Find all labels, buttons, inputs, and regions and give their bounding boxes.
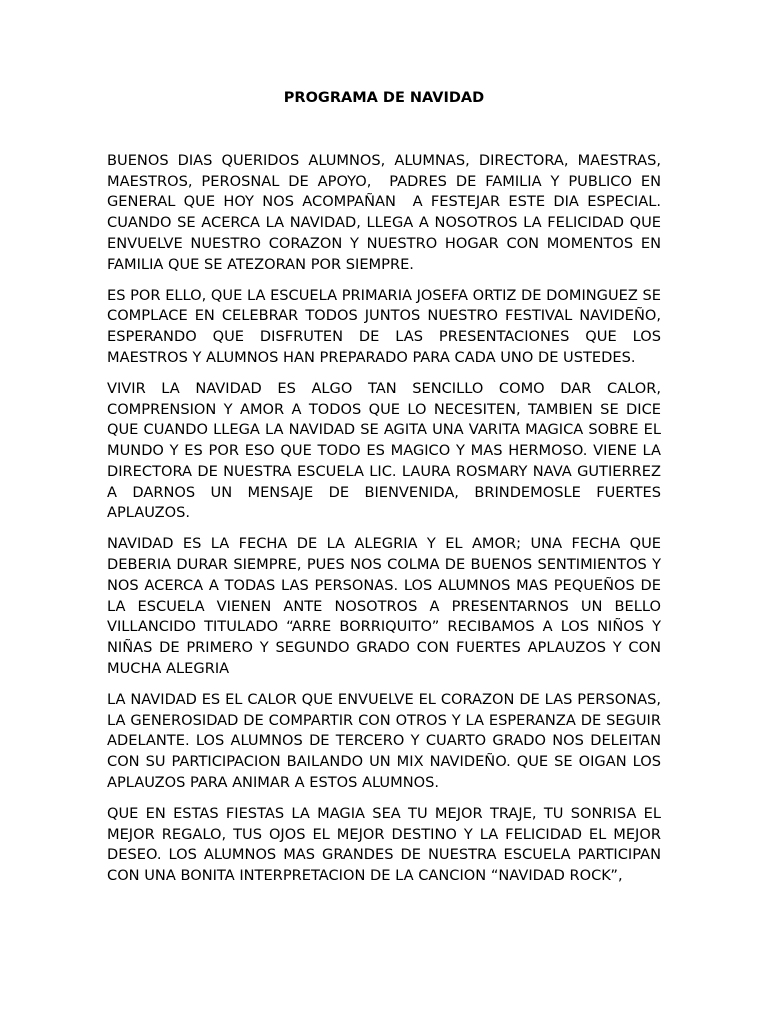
document-body [107,151,666,897]
document-title: PROGRAMA DE NAVIDAD [283,90,485,106]
paragraph-director-message: VIVIR LA NAVIDAD ES ALGO TAN SENCILLO COMO DAR CALOR, COMPRENSION Y AMOR A TODOS QUE LO NECESITEN, TAMBIEN SE DICE QUE CUANDO LLEGA LA NAVIDAD SE AGITA UNA VARITA MAGICA SOBRE EL MUNDO Y ES POR ESO QUE TODO ES MAGICO Y MAS HERMOSO. VIENE LA DIRECTORA DE NUESTRA ESCUELA LIC. LAURA ROSMARY NAVA GUTIERREZ A DARNOS UN MENSAJE DE BIENVENIDA, BRINDEMOSLE FUERTES APLAUZOS. [107,380,666,522]
paragraph-school-festival: ES POR ELLO, QUE LA ESCUELA PRIMARIA JOSEFA ORTIZ DE DOMINGUEZ SE COMPLACE EN CELEBRAR TODOS JUNTOS NUESTRO FESTIVAL NAVIDEÑO, ESPERANDO QUE DISFRUTEN DE LAS PRESENTACIONES QUE LOS MAESTROS Y ALUMNOS HAN PREPARADO PARA CADA UNO DE USTEDES. [107,286,666,366]
paragraph-third-fourth-grade: LA NAVIDAD ES EL CALOR QUE ENVUELVE EL CORAZON DE LAS PERSONAS, LA GENEROSIDAD DE COMPARTIR CON OTROS Y LA ESPERANZA DE SEGUIR ADELANTE. LOS ALUMNOS DE TERCERO Y CUARTO GRADO NOS DELEITAN CON SU PARTICIPACION BAILANDO UN MIX NAVIDEÑO. QUE SE OIGAN LOS APLAUZOS PARA ANIMAR A ESTOS ALUMNOS. [107,690,666,791]
paragraph-older-students: QUE EN ESTAS FIESTAS LA MAGIA SEA TU MEJOR TRAJE, TU SONRISA EL MEJOR REGALO, TUS OJOS EL MEJOR DESTINO Y LA FELICIDAD EL MEJOR DESEO. LOS ALUMNOS MAS GRANDES DE NUESTRA ESCUELA PARTICIPAN CON UNA BONITA INTERPRETACION DE LA CANCION “NAVIDAD ROCK”, [107,804,666,884]
paragraph-first-second-grade: NAVIDAD ES LA FECHA DE LA ALEGRIA Y EL AMOR; UNA FECHA QUE DEBERIA DURAR SIEMPRE, PUES NOS COLMA DE BUENOS SENTIMIENTOS Y NOS ACERCA A TODAS LAS PERSONAS. LOS ALUMNOS MAS PEQUEÑOS DE LA ESCUELA VIENEN ANTE NOSOTROS A PRESENTARNOS UN BELLO VILLANCIDO TITULADO “ARRE BORRIQUITO” RECIBAMOS A LOS NIÑOS Y NIÑAS DE PRIMERO Y SEGUNDO GRADO CON FUERTES APLAUZOS Y CON MUCHA ALEGRIA [107,535,666,677]
paragraph-welcome: BUENOS DIAS QUERIDOS ALUMNOS, ALUMNAS, DIRECTORA, MAESTRAS, MAESTROS, PEROSNAL DE APOYO, PADRES DE FAMILIA Y PUBLICO EN GENERAL QUE HOY NOS ACOMPAÑAN A FESTEJAR ESTE DIA ESPECIAL. CUANDO SE ACERCA LA NAVIDAD, LLEGA A NOSOTROS LA FELICIDAD QUE ENVUELVE NUESTRO CORAZON Y NUESTRO HOGAR CON MOMENTOS EN FAMILIA QUE SE ATEZORAN POR SIEMPRE. [107,152,666,273]
